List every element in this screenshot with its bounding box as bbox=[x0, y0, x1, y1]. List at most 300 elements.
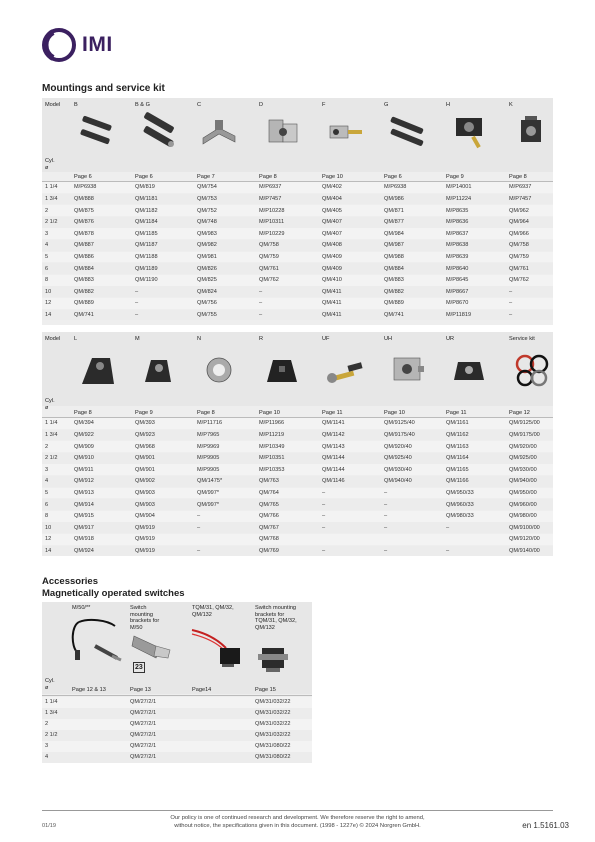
part-number-cell: M/P8637 bbox=[446, 230, 469, 237]
part-number-cell: – bbox=[135, 300, 139, 307]
table-row bbox=[42, 228, 553, 239]
part-number-cell: QM/909 bbox=[74, 443, 94, 450]
table-row bbox=[42, 522, 553, 533]
model-header: UF bbox=[322, 336, 330, 342]
mounting-product-image bbox=[386, 348, 428, 395]
mounting-product-image bbox=[261, 348, 303, 395]
part-number-cell: QM/902 bbox=[135, 478, 155, 485]
table-row bbox=[42, 286, 553, 297]
part-number-cell: QM/940/40 bbox=[384, 478, 412, 485]
mounting-product-image bbox=[324, 110, 366, 157]
part-number-cell: QM/31/032/22 bbox=[255, 710, 291, 717]
part-number-cell: – bbox=[384, 489, 388, 496]
table-row bbox=[42, 298, 553, 309]
part-number-cell: – bbox=[446, 547, 450, 554]
mounting-product-image bbox=[199, 348, 241, 395]
part-number-cell: QM/930/00 bbox=[509, 466, 537, 473]
part-number-cell: QM/878 bbox=[74, 230, 94, 237]
table-row bbox=[42, 310, 553, 321]
mountings-table-2 bbox=[42, 332, 553, 554]
table-row bbox=[42, 182, 553, 193]
part-number-cell: – bbox=[135, 311, 139, 318]
part-number-cell: QM/762 bbox=[259, 277, 279, 284]
part-number-cell: QM/988 bbox=[384, 253, 404, 260]
part-number-cell: QM/761 bbox=[259, 265, 279, 272]
part-number-cell: M/P8639 bbox=[446, 253, 469, 260]
m50-bracket-image bbox=[130, 630, 175, 662]
part-number-cell: QM/919 bbox=[135, 536, 155, 543]
part-number-cell: QM/903 bbox=[135, 489, 155, 496]
switches-subtitle: Magnetically operated switches bbox=[42, 588, 185, 599]
part-number-cell: – bbox=[197, 524, 201, 531]
cyl-size-cell: 1 1/4 bbox=[45, 699, 58, 706]
part-number-cell: M/P7965 bbox=[197, 431, 220, 438]
table-row bbox=[42, 534, 553, 545]
cyl-size-cell: 14 bbox=[45, 547, 52, 554]
table-row bbox=[42, 719, 312, 730]
model-header: D bbox=[259, 102, 264, 108]
cyl-size-cell: 4 bbox=[45, 754, 49, 761]
cyl-size-cell: 6 bbox=[45, 265, 49, 272]
part-number-cell: – bbox=[509, 311, 513, 318]
part-number-cell: QM/984 bbox=[384, 230, 404, 237]
cyl-size-cell: 2 bbox=[45, 721, 49, 728]
part-number-cell: QM/759 bbox=[509, 253, 529, 260]
part-number-cell: QM/27/2/1 bbox=[130, 754, 157, 761]
tqm-switch-image bbox=[190, 624, 252, 674]
part-number-cell: M/P8667 bbox=[446, 288, 469, 295]
part-number-cell: QM/31/032/22 bbox=[255, 699, 291, 706]
part-number-cell: QM/904 bbox=[135, 513, 155, 520]
table-row bbox=[42, 252, 553, 263]
part-number-cell: QM/901 bbox=[135, 455, 155, 462]
part-number-cell: M/P11716 bbox=[197, 420, 223, 427]
part-number-cell: QM/765 bbox=[259, 501, 279, 508]
cyl-size-cell: 6 bbox=[45, 501, 49, 508]
part-number-cell: QM/9175/00 bbox=[509, 431, 540, 438]
footer-divider bbox=[42, 810, 553, 811]
mounting-product-image bbox=[448, 110, 490, 157]
part-number-cell: – bbox=[384, 524, 388, 531]
part-number-cell: M/P7457 bbox=[259, 195, 282, 202]
part-number-cell: QM/826 bbox=[197, 265, 217, 272]
bracket-reference-badge: 23 bbox=[135, 664, 143, 671]
model-header: H bbox=[446, 102, 451, 108]
part-number-cell: QM/940/00 bbox=[509, 478, 537, 485]
part-number-cell: QM/983 bbox=[197, 230, 217, 237]
page-ref: Page 8 bbox=[259, 174, 277, 180]
part-number-cell: QM/9175/40 bbox=[384, 431, 415, 438]
part-number-cell: QM/889 bbox=[74, 300, 94, 307]
cyl-size-cell: 1 3/4 bbox=[45, 431, 58, 438]
cyl-label bbox=[45, 678, 55, 691]
page-ref: Page14 bbox=[192, 687, 212, 693]
model-header: B & G bbox=[135, 102, 150, 108]
cyl-text: Cyl. bbox=[45, 158, 55, 164]
part-number-cell: QM/9140/00 bbox=[509, 547, 540, 554]
part-number-cell: QM/394 bbox=[74, 420, 94, 427]
mounting-product-image bbox=[76, 110, 118, 157]
part-number-cell: QM/748 bbox=[197, 219, 217, 226]
divider bbox=[42, 695, 312, 696]
brand-name: IMI bbox=[82, 33, 113, 56]
part-number-cell: – bbox=[259, 311, 263, 318]
model-header: R bbox=[259, 336, 264, 342]
part-number-cell: QM/997* bbox=[197, 501, 220, 508]
mounting-product-image bbox=[511, 110, 553, 157]
part-number-cell: – bbox=[384, 501, 388, 508]
table-row bbox=[42, 511, 553, 522]
part-number-cell: M/P11219 bbox=[259, 431, 285, 438]
part-number-cell: QM/1189 bbox=[135, 265, 158, 272]
part-number-cell: QM/919 bbox=[135, 524, 155, 531]
part-number-cell: QM/960/33 bbox=[446, 501, 474, 508]
part-number-cell: QM/964 bbox=[509, 219, 529, 226]
part-number-cell: M/P8645 bbox=[446, 277, 469, 284]
part-number-cell: M/P8638 bbox=[446, 242, 469, 249]
part-number-cell: M/P6938 bbox=[74, 184, 97, 191]
part-number-cell: QM/1141 bbox=[322, 420, 345, 427]
part-number-cell: QM/903 bbox=[135, 501, 155, 508]
part-number-cell: – bbox=[322, 524, 326, 531]
part-number-cell: M/P6937 bbox=[259, 184, 282, 191]
table-row bbox=[42, 697, 312, 708]
section-title: Mountings and service kit bbox=[42, 83, 165, 94]
disclaimer-line-1: Our policy is one of continued research and development. We therefore reserve the right to amend, bbox=[170, 815, 425, 821]
part-number-cell: M/P6938 bbox=[384, 184, 407, 191]
cyl-label bbox=[45, 398, 55, 411]
part-number-cell: QM/824 bbox=[197, 288, 217, 295]
mounting-product-image bbox=[76, 348, 118, 395]
part-number-cell: QM/922 bbox=[74, 431, 94, 438]
cyl-size-cell: 3 bbox=[45, 466, 49, 473]
table-row bbox=[42, 546, 553, 557]
part-number-cell: M/P10229 bbox=[259, 230, 285, 237]
model-header: K bbox=[509, 102, 513, 108]
page-ref: Page 12 bbox=[509, 410, 530, 416]
part-number-cell: QM/925/40 bbox=[384, 455, 412, 462]
part-number-cell: QM/987 bbox=[384, 242, 404, 249]
cyl-text: Cyl. bbox=[45, 678, 55, 684]
table-row bbox=[42, 430, 553, 441]
table-row bbox=[42, 453, 553, 464]
page-ref: Page 8 bbox=[509, 174, 527, 180]
part-number-cell: – bbox=[322, 547, 326, 554]
page-ref: Page 6 bbox=[135, 174, 153, 180]
part-number-cell: QM/1166 bbox=[446, 478, 469, 485]
imi-logo-mark bbox=[42, 28, 76, 62]
part-number-cell: – bbox=[322, 501, 326, 508]
part-number-cell: QM/825 bbox=[197, 277, 217, 284]
part-number-cell: QM/741 bbox=[384, 311, 404, 318]
part-number-cell: QM/766 bbox=[259, 513, 279, 520]
part-number-cell: QM/758 bbox=[259, 242, 279, 249]
part-number-cell: M/P10349 bbox=[259, 443, 285, 450]
cyl-size-cell: 1 3/4 bbox=[45, 195, 58, 202]
part-number-cell: QM/1164 bbox=[446, 455, 469, 462]
part-number-cell: – bbox=[509, 300, 513, 307]
part-number-cell: QM/968 bbox=[135, 443, 155, 450]
part-number-cell: QM/9100/00 bbox=[509, 524, 540, 531]
tqm-bracket-image bbox=[256, 642, 292, 676]
page-ref: Page 15 bbox=[255, 687, 276, 693]
part-number-cell: QM/980/33 bbox=[446, 513, 474, 520]
part-number-cell: – bbox=[384, 513, 388, 520]
part-number-cell: QM/407 bbox=[322, 230, 342, 237]
part-number-cell: M/P11224 bbox=[446, 195, 472, 202]
page-ref: Page 12 & 13 bbox=[72, 687, 106, 693]
part-number-cell: QM/925/00 bbox=[509, 455, 537, 462]
part-number-cell: M/P7457 bbox=[509, 195, 532, 202]
cyl-size-cell: 1 1/4 bbox=[45, 184, 58, 191]
footer-date: 01/19 bbox=[42, 823, 56, 829]
part-number-cell: QM/1187 bbox=[135, 242, 158, 249]
part-number-cell: QM/986 bbox=[384, 195, 404, 202]
table-row bbox=[42, 418, 553, 429]
part-number-cell: QM/913 bbox=[74, 489, 94, 496]
model-label: Model bbox=[45, 102, 61, 108]
page-ref: Page 10 bbox=[384, 410, 405, 416]
part-number-cell: M/P9905 bbox=[197, 455, 220, 462]
diameter-symbol: ø bbox=[45, 404, 49, 411]
part-number-cell: QM/1146 bbox=[322, 478, 345, 485]
model-header: B bbox=[74, 102, 78, 108]
part-number-cell: QM/764 bbox=[259, 489, 279, 496]
part-number-cell: M/P14001 bbox=[446, 184, 472, 191]
part-number-cell: QM/923 bbox=[135, 431, 155, 438]
part-number-cell: QM/767 bbox=[259, 524, 279, 531]
part-number-cell: QM/884 bbox=[384, 265, 404, 272]
part-number-cell: QM/407 bbox=[322, 219, 342, 226]
mounting-product-image bbox=[137, 348, 179, 395]
part-number-cell: QM/886 bbox=[74, 253, 94, 260]
disclaimer-line-2: without notice, the specifications given in this document. (1998 - 1227e) © 2024 Norgren GmbH. bbox=[174, 823, 421, 829]
cyl-size-cell: 2 1/2 bbox=[45, 455, 58, 462]
cyl-size-cell: 2 1/2 bbox=[45, 732, 58, 739]
mounting-product-image bbox=[199, 110, 241, 157]
part-number-cell: QM/1190 bbox=[135, 277, 158, 284]
page-ref: Page 11 bbox=[322, 410, 343, 416]
cyl-size-cell: 3 bbox=[45, 743, 49, 750]
cyl-size-cell: 2 bbox=[45, 207, 49, 214]
part-number-cell: QM/924 bbox=[74, 547, 94, 554]
model-header: L bbox=[74, 336, 78, 342]
part-number-cell: M/P11819 bbox=[446, 311, 472, 318]
part-number-cell: QM/997* bbox=[197, 489, 220, 496]
cyl-size-cell: 12 bbox=[45, 536, 52, 543]
part-number-cell: QM/753 bbox=[197, 195, 217, 202]
imi-logo bbox=[42, 28, 113, 62]
cyl-size-cell: 12 bbox=[45, 300, 52, 307]
part-number-cell: M/P10228 bbox=[259, 207, 285, 214]
table-row bbox=[42, 708, 312, 719]
part-number-cell: M/P6937 bbox=[509, 184, 532, 191]
page-ref: Page 10 bbox=[259, 410, 280, 416]
part-number-cell: QM/888 bbox=[74, 195, 94, 202]
model-header: F bbox=[322, 102, 326, 108]
part-number-cell: QM/31/032/22 bbox=[255, 721, 291, 728]
cyl-size-cell: 2 bbox=[45, 443, 49, 450]
part-number-cell: QM/27/2/1 bbox=[130, 732, 157, 739]
part-number-cell: QM/980/00 bbox=[509, 513, 537, 520]
mounting-product-image bbox=[261, 110, 303, 157]
part-number-cell: QM/9120/00 bbox=[509, 536, 540, 543]
part-number-cell: QM/882 bbox=[74, 288, 94, 295]
part-number-cell: QM/920/00 bbox=[509, 443, 537, 450]
table-row bbox=[42, 205, 553, 216]
part-number-cell: QM/27/2/1 bbox=[130, 721, 157, 728]
part-number-cell: QM/819 bbox=[135, 184, 155, 191]
part-number-cell: QM/1163 bbox=[446, 443, 469, 450]
cyl-size-cell: 5 bbox=[45, 253, 49, 260]
part-number-cell: – bbox=[259, 288, 263, 295]
part-number-cell: M/P10353 bbox=[259, 466, 285, 473]
mounting-product-image bbox=[324, 348, 366, 395]
part-number-cell: QM/950/00 bbox=[509, 489, 537, 496]
table-row bbox=[42, 476, 553, 487]
part-number-cell: QM/919 bbox=[135, 547, 155, 554]
part-number-cell: QM/27/2/1 bbox=[130, 743, 157, 750]
part-number-cell: QM/411 bbox=[322, 288, 342, 295]
bracket-tqm-label: Switch mounting brackets for TQM/31, QM/32, QM/132 bbox=[255, 605, 297, 631]
part-number-cell: M/P9905 bbox=[197, 466, 220, 473]
part-number-cell: QM/917 bbox=[74, 524, 94, 531]
part-number-cell: QM/1144 bbox=[322, 466, 345, 473]
page-ref: Page 9 bbox=[135, 410, 153, 416]
part-number-cell: QM/901 bbox=[135, 466, 155, 473]
table-row bbox=[42, 217, 553, 228]
part-number-cell: QM/758 bbox=[509, 242, 529, 249]
part-number-cell: QM/1162 bbox=[446, 431, 469, 438]
model-header: UR bbox=[446, 336, 455, 342]
page-ref: Page 6 bbox=[384, 174, 402, 180]
model-header: N bbox=[197, 336, 202, 342]
mountings-table-1 bbox=[42, 98, 553, 325]
cyl-size-cell: 8 bbox=[45, 277, 49, 284]
part-number-cell: QM/27/2/1 bbox=[130, 710, 157, 717]
mounting-product-image bbox=[448, 348, 490, 395]
part-number-cell: QM/1161 bbox=[446, 420, 469, 427]
part-number-cell: QM/889 bbox=[384, 300, 404, 307]
part-number-cell: QM/27/2/1 bbox=[130, 699, 157, 706]
page-ref: Page 6 bbox=[74, 174, 92, 180]
table-row bbox=[42, 464, 553, 475]
cyl-size-cell: 1 3/4 bbox=[45, 710, 58, 717]
part-number-cell: M/P11966 bbox=[259, 420, 285, 427]
model-header: UH bbox=[384, 336, 393, 342]
cyl-size-cell: 14 bbox=[45, 311, 52, 318]
cyl-size-cell: 4 bbox=[45, 242, 49, 249]
table-row bbox=[42, 499, 553, 510]
part-number-cell: QM/912 bbox=[74, 478, 94, 485]
part-number-cell: – bbox=[197, 513, 201, 520]
part-number-cell: QM/930/40 bbox=[384, 466, 412, 473]
part-number-cell: QM/405 bbox=[322, 207, 342, 214]
part-number-cell: M/P10311 bbox=[259, 219, 285, 226]
part-number-cell: QM/761 bbox=[509, 265, 529, 272]
cyl-size-cell: 10 bbox=[45, 524, 52, 531]
part-number-cell: QM/962 bbox=[509, 207, 529, 214]
part-number-cell: QM/918 bbox=[74, 536, 94, 543]
part-number-cell: – bbox=[509, 288, 513, 295]
part-number-cell: QM/920/40 bbox=[384, 443, 412, 450]
switch-model-label: M/50/** bbox=[72, 605, 91, 611]
part-number-cell: M/P8635 bbox=[446, 207, 469, 214]
part-number-cell: QM/1184 bbox=[135, 219, 158, 226]
part-number-cell: QM/915 bbox=[74, 513, 94, 520]
bracket-m50-label: Switch mounting brackets for M/50 bbox=[130, 605, 160, 631]
mounting-product-image bbox=[137, 110, 179, 157]
table-row bbox=[42, 441, 553, 452]
part-number-cell: QM/9125/00 bbox=[509, 420, 540, 427]
part-number-cell: QM/966 bbox=[509, 230, 529, 237]
part-number-cell: QM/911 bbox=[74, 466, 94, 473]
part-number-cell: QM/402 bbox=[322, 184, 342, 191]
cyl-size-cell: 5 bbox=[45, 489, 49, 496]
part-number-cell: QM/768 bbox=[259, 536, 279, 543]
part-number-cell: – bbox=[197, 547, 201, 554]
part-number-cell: QM/1142 bbox=[322, 431, 345, 438]
part-number-cell: QM/1144 bbox=[322, 455, 345, 462]
part-number-cell: – bbox=[322, 489, 326, 496]
part-number-cell: – bbox=[384, 547, 388, 554]
mounting-product-image bbox=[386, 110, 428, 157]
part-number-cell: M/P8640 bbox=[446, 265, 469, 272]
switch-tqm-label: TQM/31, QM/32, QM/132 bbox=[192, 605, 234, 618]
model-header: Service kit bbox=[509, 336, 535, 342]
part-number-cell: QM/754 bbox=[197, 184, 217, 191]
page-ref: Page 9 bbox=[446, 174, 464, 180]
part-number-cell: QM/1165 bbox=[446, 466, 469, 473]
part-number-cell: QM/741 bbox=[74, 311, 94, 318]
cyl-size-cell: 4 bbox=[45, 478, 49, 485]
mounting-product-image bbox=[511, 348, 553, 395]
page-ref: Page 8 bbox=[74, 410, 92, 416]
document-number: en 1.5161.03 bbox=[522, 821, 569, 830]
part-number-cell: QM/9125/40 bbox=[384, 420, 415, 427]
table-row bbox=[42, 741, 312, 752]
part-number-cell: QM/411 bbox=[322, 300, 342, 307]
part-number-cell: – bbox=[446, 524, 450, 531]
part-number-cell: QM/762 bbox=[509, 277, 529, 284]
part-number-cell: – bbox=[135, 288, 139, 295]
part-number-cell: M/P8636 bbox=[446, 219, 469, 226]
part-number-cell: QM/960/00 bbox=[509, 501, 537, 508]
part-number-cell: QM/752 bbox=[197, 207, 217, 214]
table-row bbox=[42, 752, 312, 763]
part-number-cell: QM/910 bbox=[74, 455, 94, 462]
table-row bbox=[42, 194, 553, 205]
part-number-cell: QM/411 bbox=[322, 311, 342, 318]
model-label: Model bbox=[45, 336, 61, 342]
model-header: G bbox=[384, 102, 389, 108]
part-number-cell: QM/883 bbox=[384, 277, 404, 284]
part-number-cell: QM/763 bbox=[259, 478, 279, 485]
table-row bbox=[42, 275, 553, 286]
part-number-cell: QM/875 bbox=[74, 207, 94, 214]
part-number-cell: QM/31/032/22 bbox=[255, 732, 291, 739]
part-number-cell: QM/756 bbox=[197, 300, 217, 307]
part-number-cell: QM/883 bbox=[74, 277, 94, 284]
m50-switch-image bbox=[67, 616, 125, 670]
cyl-size-cell: 3 bbox=[45, 230, 49, 237]
model-header: C bbox=[197, 102, 202, 108]
part-number-cell: QM/1185 bbox=[135, 230, 158, 237]
part-number-cell: QM/1475* bbox=[197, 478, 223, 485]
page-ref: Page 13 bbox=[130, 687, 151, 693]
part-number-cell: QM/1143 bbox=[322, 443, 345, 450]
part-number-cell: QM/887 bbox=[74, 242, 94, 249]
